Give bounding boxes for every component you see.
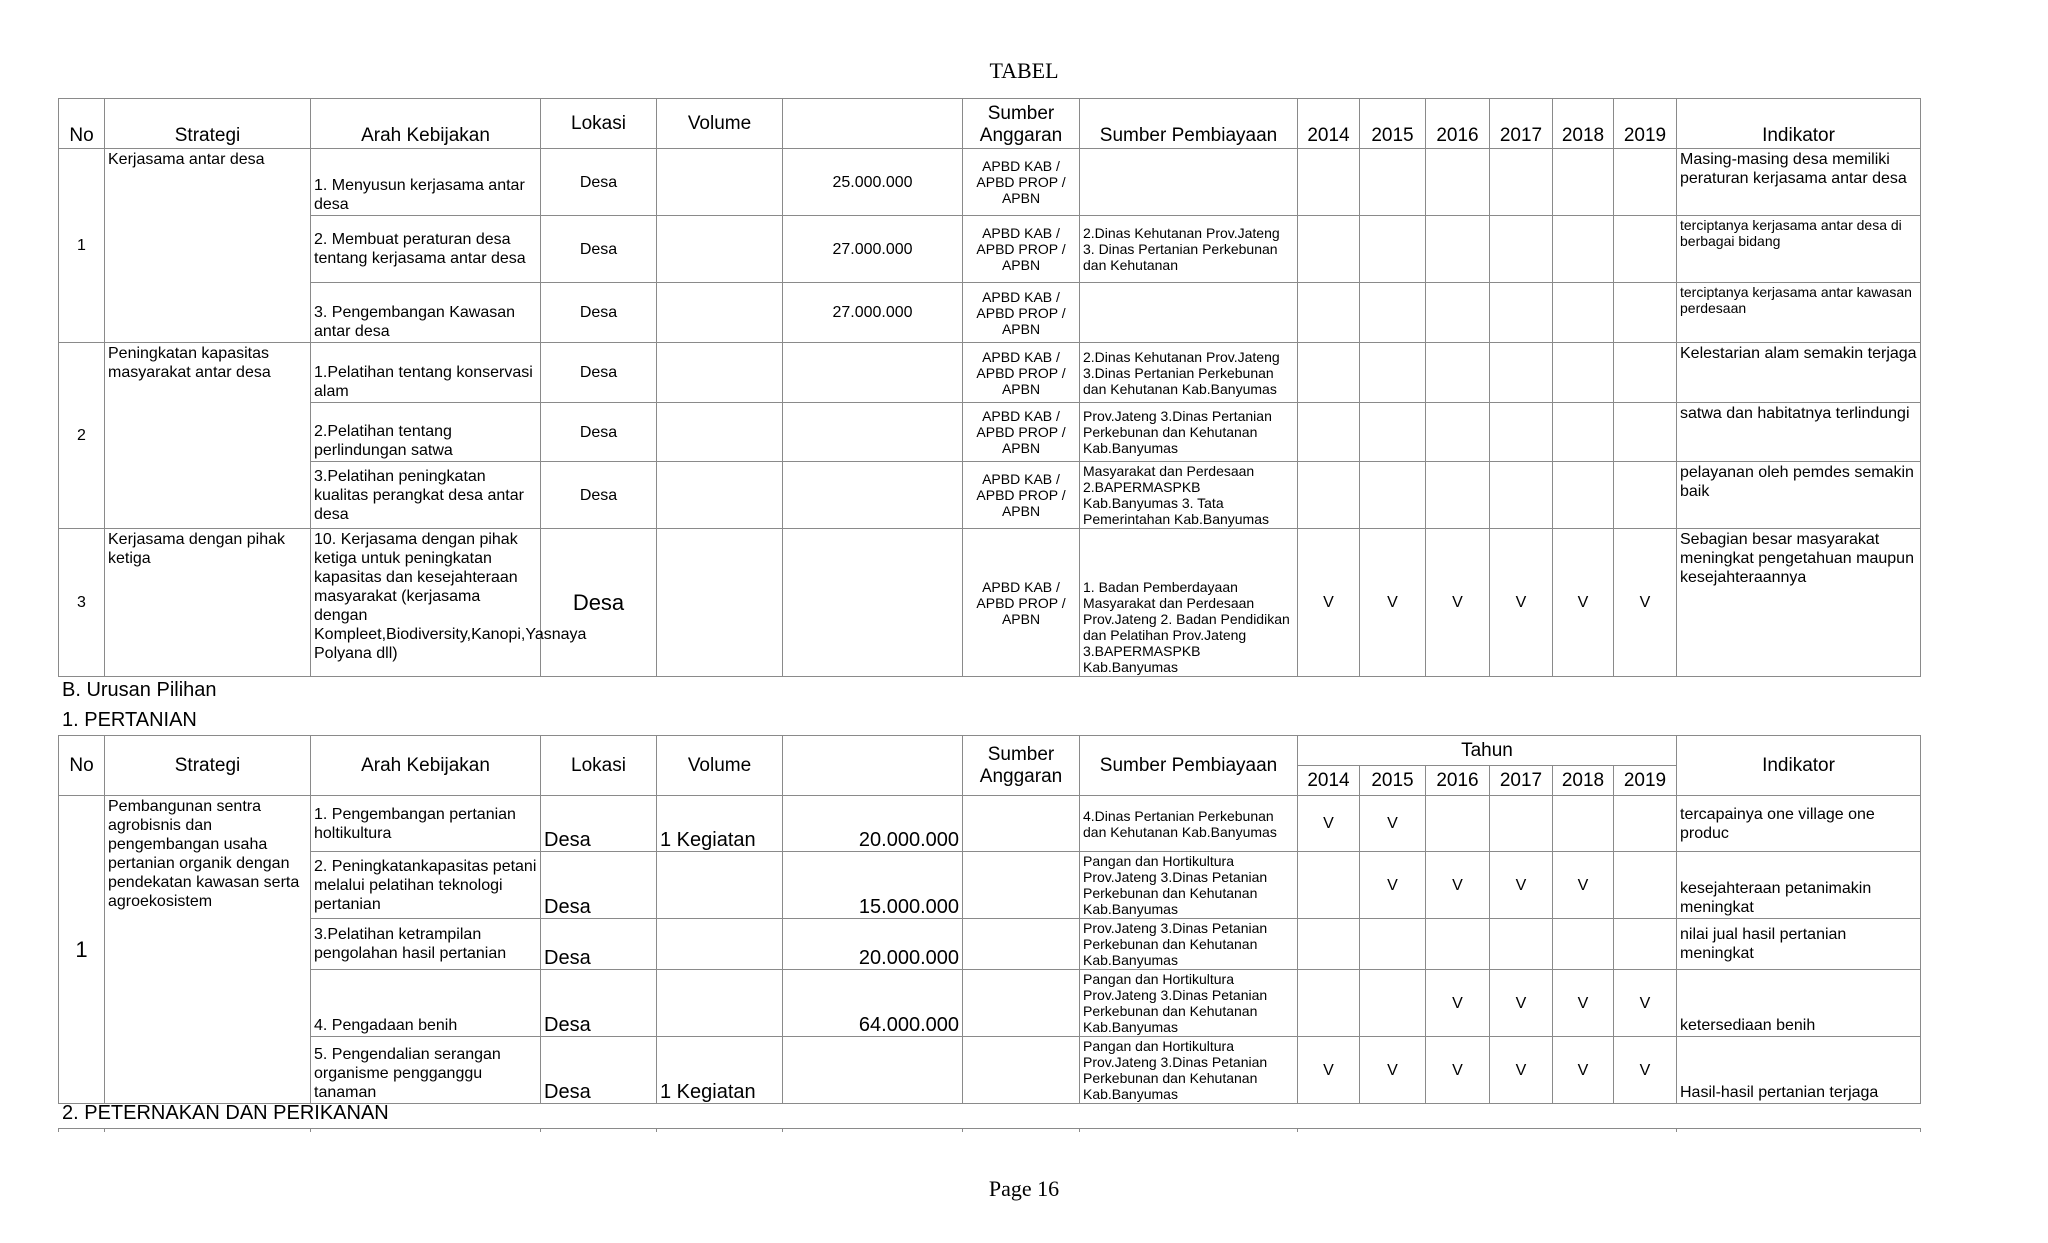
year-mark: V xyxy=(1360,796,1426,852)
row-indikator: Masing-masing desa memiliki peraturan kerjasama antar desa xyxy=(1677,149,1921,216)
year-mark xyxy=(1426,462,1490,529)
row-volume xyxy=(657,529,783,677)
row-volume: 1 Kegiatan xyxy=(657,796,783,852)
row-arah: 3.Pelatihan peningkatan kualitas perangkat desa antar desa xyxy=(311,462,541,529)
row-biaya: 15.000.000 xyxy=(783,852,963,919)
row-arah: 4. Pengadaan benih xyxy=(311,970,541,1037)
row-pembiayaan: Pangan dan Hortikultura Prov.Jateng 3.Dinas Petanian Perkebunan dan Kehutanan Kab.Banyumas xyxy=(1080,852,1298,919)
row-indikator: ketersediaan benih xyxy=(1677,970,1921,1037)
row-biaya xyxy=(783,462,963,529)
row-no: 2 xyxy=(59,343,105,529)
section-heading: 2. PETERNAKAN DAN PERIKANAN xyxy=(62,1102,389,1124)
row-lokasi: Desa xyxy=(541,852,657,919)
row-lokasi: Desa xyxy=(541,343,657,403)
section-heading: 1. PERTANIAN xyxy=(62,709,197,731)
year-mark: V xyxy=(1298,529,1360,677)
table-row xyxy=(59,970,1921,1037)
row-biaya: 20.000.000 xyxy=(783,919,963,970)
year-mark xyxy=(1490,149,1553,216)
row-biaya: 64.000.000 xyxy=(783,970,963,1037)
row-indikator: Kelestarian alam semakin terjaga xyxy=(1677,343,1921,403)
col-biaya xyxy=(783,99,963,149)
row-biaya xyxy=(783,403,963,462)
year-mark xyxy=(1553,403,1614,462)
row-biaya: 25.000.000 xyxy=(783,149,963,216)
row-arah: 1. Menyusun kerjasama antar desa xyxy=(311,149,541,216)
row-anggaran xyxy=(963,1037,1080,1104)
col-year: 2018 xyxy=(1553,99,1614,149)
row-lokasi: Desa xyxy=(541,462,657,529)
year-mark xyxy=(1553,796,1614,852)
row-indikator: terciptanya kerjasama antar desa di berbagai bidang xyxy=(1677,216,1921,283)
year-mark xyxy=(1490,403,1553,462)
row-biaya: 27.000.000 xyxy=(783,216,963,283)
row-volume xyxy=(657,343,783,403)
row-strategi: Kerjasama antar desa xyxy=(105,149,311,343)
col-sumber-anggaran: Sumber Anggaran xyxy=(963,99,1080,149)
year-mark xyxy=(1614,216,1677,283)
year-mark: V xyxy=(1553,1037,1614,1104)
row-indikator: terciptanya kerjasama antar kawasan perdesaan xyxy=(1677,283,1921,343)
year-mark: V xyxy=(1426,529,1490,677)
row-pembiayaan: 2.Dinas Kehutanan Prov.Jateng 3.Dinas Pertanian Perkebunan dan Kehutanan Kab.Banyumas xyxy=(1080,343,1298,403)
col-year: 2019 xyxy=(1614,99,1677,149)
year-mark xyxy=(1360,403,1426,462)
col-arah: Arah Kebijakan xyxy=(311,99,541,149)
year-mark: V xyxy=(1553,852,1614,919)
row-arah: 3. Pengembangan Kawasan antar desa xyxy=(311,283,541,343)
col-year: 2019 xyxy=(1614,766,1677,796)
col-arah: Arah Kebijakan xyxy=(311,736,541,796)
year-mark xyxy=(1426,919,1490,970)
table-row xyxy=(59,919,1921,970)
col-indikator: Indikator xyxy=(1677,99,1921,149)
col-biaya xyxy=(783,736,963,796)
row-volume xyxy=(657,852,783,919)
year-mark xyxy=(1490,343,1553,403)
year-mark xyxy=(1490,283,1553,343)
row-anggaran: APBD KAB / APBD PROP / APBN xyxy=(963,343,1080,403)
table-header-row xyxy=(59,736,1921,766)
row-volume xyxy=(657,919,783,970)
year-mark: V xyxy=(1426,852,1490,919)
col-year: 2018 xyxy=(1553,766,1614,796)
year-mark xyxy=(1490,216,1553,283)
row-no: 3 xyxy=(59,529,105,677)
row-indikator: pelayanan oleh pemdes semakin baik xyxy=(1677,462,1921,529)
row-pembiayaan: Masyarakat dan Perdesaan 2.BAPERMASPKB Kab.Banyumas 3. Tata Pemerintahan Kab.Banyumas xyxy=(1080,462,1298,529)
year-mark xyxy=(1553,343,1614,403)
year-mark xyxy=(1360,970,1426,1037)
row-pembiayaan: Pangan dan Hortikultura Prov.Jateng 3.Dinas Petanian Perkebunan dan Kehutanan Kab.Banyumas xyxy=(1080,970,1298,1037)
table-row xyxy=(59,343,1921,403)
year-mark: V xyxy=(1426,970,1490,1037)
year-mark: V xyxy=(1490,1037,1553,1104)
row-arah: 1.Pelatihan tentang konservasi alam xyxy=(311,343,541,403)
row-lokasi: Desa xyxy=(541,1037,657,1104)
row-arah: 2. Membuat peraturan desa tentang kerjasama antar desa xyxy=(311,216,541,283)
col-lokasi: Lokasi xyxy=(541,736,657,796)
year-mark: V xyxy=(1298,796,1360,852)
row-arah: 1. Pengembangan pertanian holtikultura xyxy=(311,796,541,852)
col-year: 2017 xyxy=(1490,99,1553,149)
page-number: Page 16 xyxy=(988,1176,1060,1201)
row-pembiayaan: 2.Dinas Kehutanan Prov.Jateng 3. Dinas Pertanian Perkebunan dan Kehutanan xyxy=(1080,216,1298,283)
row-anggaran: APBD KAB / APBD PROP / APBN xyxy=(963,403,1080,462)
row-biaya xyxy=(783,1037,963,1104)
year-mark xyxy=(1490,796,1553,852)
row-arah: 10. Kerjasama dengan pihak ketiga untuk peningkatan kapasitas dan kesejahteraan masyarakat (kerjasama dengan Kompleet,Biodiversity,Kanopi,Yasnaya Polyana dll) xyxy=(311,529,541,677)
year-mark xyxy=(1553,149,1614,216)
row-indikator: kesejahteraan petanimakin meningkat xyxy=(1677,852,1921,919)
col-no: No xyxy=(59,736,105,796)
row-indikator: satwa dan habitatnya terlindungi xyxy=(1677,403,1921,462)
col-tahun: Tahun xyxy=(1298,736,1677,766)
table-kerjasama xyxy=(58,98,1921,677)
table-row xyxy=(59,852,1921,919)
row-biaya xyxy=(783,343,963,403)
year-mark xyxy=(1360,919,1426,970)
year-mark: V xyxy=(1490,529,1553,677)
year-mark xyxy=(1490,919,1553,970)
row-volume xyxy=(657,216,783,283)
table-row xyxy=(59,403,1921,462)
row-strategi: Pembangunan sentra agrobisnis dan pengembangan usaha pertanian organik dengan pendekatan kawasan serta agroekosistem xyxy=(105,796,311,1104)
year-mark xyxy=(1298,343,1360,403)
row-anggaran xyxy=(963,919,1080,970)
table-header-row xyxy=(59,99,1921,149)
year-mark xyxy=(1298,216,1360,283)
row-anggaran xyxy=(963,852,1080,919)
year-mark xyxy=(1360,283,1426,343)
row-lokasi: Desa xyxy=(541,970,657,1037)
row-pembiayaan: Prov.Jateng 3.Dinas Petanian Perkebunan dan Kehutanan Kab.Banyumas xyxy=(1080,919,1298,970)
col-year: 2015 xyxy=(1360,99,1426,149)
row-volume xyxy=(657,149,783,216)
page-title: TABEL xyxy=(989,58,1059,83)
year-mark xyxy=(1614,149,1677,216)
col-sumber-anggaran: Sumber Anggaran xyxy=(963,736,1080,796)
row-no: 1 xyxy=(59,796,105,1104)
row-strategi: Peningkatan kapasitas masyarakat antar desa xyxy=(105,343,311,529)
year-mark xyxy=(1298,403,1360,462)
col-volume: Volume xyxy=(657,736,783,796)
row-anggaran: APBD KAB / APBD PROP / APBN xyxy=(963,149,1080,216)
year-mark: V xyxy=(1360,1037,1426,1104)
col-strategi: Strategi xyxy=(105,99,311,149)
row-strategi: Kerjasama dengan pihak ketiga xyxy=(105,529,311,677)
year-mark xyxy=(1426,403,1490,462)
year-mark xyxy=(1298,919,1360,970)
year-mark xyxy=(1614,796,1677,852)
col-volume: Volume xyxy=(657,99,783,149)
row-arah: 2.Pelatihan tentang perlindungan satwa xyxy=(311,403,541,462)
row-pembiayaan: 1. Badan Pemberdayaan Masyarakat dan Perdesaan Prov.Jateng 2. Badan Pendidikan dan Pelatihan Prov.Jateng 3.BAPERMASPKB Kab.Banyumas xyxy=(1080,529,1298,677)
table-pertanian xyxy=(58,735,1921,1104)
year-mark: V xyxy=(1490,852,1553,919)
row-volume xyxy=(657,970,783,1037)
row-pembiayaan xyxy=(1080,149,1298,216)
row-indikator: tercapainya one village one produc xyxy=(1677,796,1921,852)
year-mark: V xyxy=(1298,1037,1360,1104)
col-sumber-pembiayaan: Sumber Pembiayaan xyxy=(1080,99,1298,149)
table-row xyxy=(59,149,1921,216)
col-year: 2015 xyxy=(1360,766,1426,796)
col-year: 2016 xyxy=(1426,766,1490,796)
table-row xyxy=(59,216,1921,283)
row-lokasi: Desa xyxy=(541,529,657,677)
row-pembiayaan: 4.Dinas Pertanian Perkebunan dan Kehutanan Kab.Banyumas xyxy=(1080,796,1298,852)
row-biaya xyxy=(783,529,963,677)
year-mark xyxy=(1298,970,1360,1037)
row-anggaran xyxy=(963,796,1080,852)
year-mark: V xyxy=(1614,529,1677,677)
year-mark xyxy=(1360,216,1426,283)
year-mark xyxy=(1298,283,1360,343)
year-mark xyxy=(1490,462,1553,529)
year-mark xyxy=(1360,462,1426,529)
year-mark xyxy=(1426,216,1490,283)
year-mark: V xyxy=(1360,852,1426,919)
row-anggaran: APBD KAB / APBD PROP / APBN xyxy=(963,529,1080,677)
row-volume xyxy=(657,462,783,529)
row-anggaran: APBD KAB / APBD PROP / APBN xyxy=(963,462,1080,529)
col-year: 2017 xyxy=(1490,766,1553,796)
year-mark xyxy=(1426,149,1490,216)
row-volume xyxy=(657,283,783,343)
table-row xyxy=(59,462,1921,529)
year-mark xyxy=(1553,283,1614,343)
table-row xyxy=(59,529,1921,677)
row-pembiayaan: Pangan dan Hortikultura Prov.Jateng 3.Dinas Petanian Perkebunan dan Kehutanan Kab.Banyumas xyxy=(1080,1037,1298,1104)
row-lokasi: Desa xyxy=(541,283,657,343)
year-mark xyxy=(1553,919,1614,970)
row-lokasi: Desa xyxy=(541,796,657,852)
row-indikator: Sebagian besar masyarakat meningkat pengetahuan maupun kesejahteraannya xyxy=(1677,529,1921,677)
row-anggaran xyxy=(963,970,1080,1037)
year-mark: V xyxy=(1490,970,1553,1037)
year-mark: V xyxy=(1553,970,1614,1037)
table-row xyxy=(59,796,1921,852)
col-indikator: Indikator xyxy=(1677,736,1921,796)
year-mark xyxy=(1360,343,1426,403)
year-mark xyxy=(1614,852,1677,919)
year-mark xyxy=(1298,852,1360,919)
row-lokasi: Desa xyxy=(541,919,657,970)
col-year: 2014 xyxy=(1298,766,1360,796)
row-pembiayaan xyxy=(1080,283,1298,343)
row-volume: 1 Kegiatan xyxy=(657,1037,783,1104)
year-mark xyxy=(1614,919,1677,970)
col-sumber-pembiayaan: Sumber Pembiayaan xyxy=(1080,736,1298,796)
year-mark xyxy=(1426,343,1490,403)
year-mark xyxy=(1614,343,1677,403)
year-mark: V xyxy=(1360,529,1426,677)
year-mark: V xyxy=(1614,1037,1677,1104)
row-volume xyxy=(657,403,783,462)
year-mark: V xyxy=(1553,529,1614,677)
row-indikator: nilai jual hasil pertanian meningkat xyxy=(1677,919,1921,970)
year-mark: V xyxy=(1426,1037,1490,1104)
col-no: No xyxy=(59,99,105,149)
col-year: 2016 xyxy=(1426,99,1490,149)
row-anggaran: APBD KAB / APBD PROP / APBN xyxy=(963,283,1080,343)
year-mark xyxy=(1614,462,1677,529)
col-lokasi: Lokasi xyxy=(541,99,657,149)
table-row xyxy=(59,283,1921,343)
row-no: 1 xyxy=(59,149,105,343)
section-heading: B. Urusan Pilihan xyxy=(62,679,217,701)
year-mark xyxy=(1426,283,1490,343)
year-mark xyxy=(1553,216,1614,283)
year-mark: V xyxy=(1614,970,1677,1037)
row-pembiayaan: Prov.Jateng 3.Dinas Pertanian Perkebunan dan Kehutanan Kab.Banyumas xyxy=(1080,403,1298,462)
row-anggaran: APBD KAB / APBD PROP / APBN xyxy=(963,216,1080,283)
row-lokasi: Desa xyxy=(541,149,657,216)
year-mark xyxy=(1298,462,1360,529)
table-row xyxy=(59,1037,1921,1104)
year-mark xyxy=(1426,796,1490,852)
row-biaya: 27.000.000 xyxy=(783,283,963,343)
year-mark xyxy=(1298,149,1360,216)
col-year: 2014 xyxy=(1298,99,1360,149)
year-mark xyxy=(1553,462,1614,529)
row-indikator: Hasil-hasil pertanian terjaga xyxy=(1677,1037,1921,1104)
year-mark xyxy=(1614,283,1677,343)
row-arah: 3.Pelatihan ketrampilan pengolahan hasil pertanian xyxy=(311,919,541,970)
row-arah: 5. Pengendalian serangan organisme pengganggu tanaman xyxy=(311,1037,541,1104)
year-mark xyxy=(1614,403,1677,462)
row-arah: 2. Peningkatankapasitas petani melalui pelatihan teknologi pertanian xyxy=(311,852,541,919)
year-mark xyxy=(1360,149,1426,216)
row-lokasi: Desa xyxy=(541,403,657,462)
row-lokasi: Desa xyxy=(541,216,657,283)
col-strategi: Strategi xyxy=(105,736,311,796)
row-biaya: 20.000.000 xyxy=(783,796,963,852)
